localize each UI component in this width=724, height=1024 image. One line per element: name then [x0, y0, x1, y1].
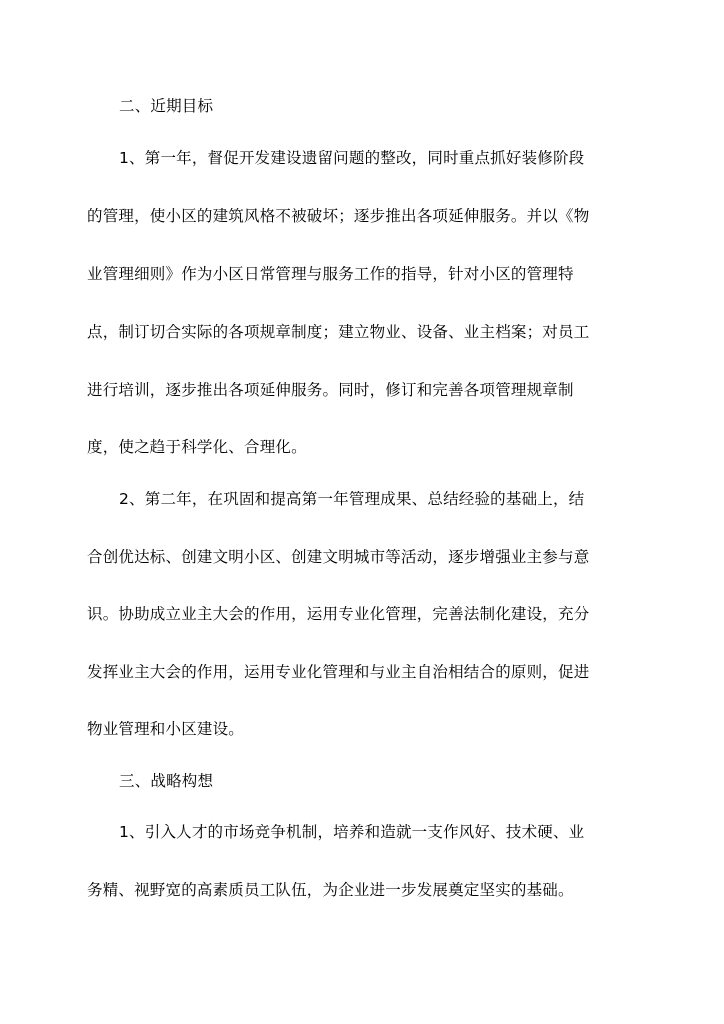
paragraph-line: 合创优达标、创建文明小区、创建文明城市等活动，逐步增强业主参与意	[87, 548, 590, 566]
heading-near-term-goals: 二、近期目标	[119, 97, 214, 115]
paragraph-line: 发挥业主大会的作用，运用专业化管理和与业主自治相结合的原则，促进	[87, 663, 590, 681]
paragraph-line: 度，使之趋于科学化、合理化。	[87, 438, 307, 456]
paragraph-line: 1、第一年，督促开发建设遗留问题的整改，同时重点抓好装修阶段	[119, 149, 585, 167]
paragraph-line: 1、引入人才的市场竞争机制，培养和造就一支作风好、技术硬、业	[119, 823, 585, 841]
heading-strategic-vision: 三、战略构想	[119, 772, 214, 790]
paragraph-line: 进行培训，逐步推出各项延伸服务。同时，修订和完善各项管理规章制	[87, 381, 574, 399]
paragraph-line: 识。协助成立业主大会的作用，运用专业化管理，完善法制化建设，充分	[87, 605, 590, 623]
paragraph-line: 点，制订切合实际的各项规章制度；建立物业、设备、业主档案；对员工	[87, 323, 590, 341]
paragraph-line: 业管理细则》作为小区日常管理与服务工作的指导，针对小区的管理特	[87, 265, 574, 283]
paragraph-line: 务精、视野宽的高素质员工队伍，为企业进一步发展奠定坚实的基础。	[87, 881, 574, 899]
paragraph-line: 2、第二年，在巩固和提高第一年管理成果、总结经验的基础上，结	[119, 490, 585, 508]
paragraph-line: 的管理，使小区的建筑风格不被破坏；逐步推出各项延伸服务。并以《物	[87, 207, 590, 225]
paragraph-line: 物业管理和小区建设。	[87, 720, 245, 738]
